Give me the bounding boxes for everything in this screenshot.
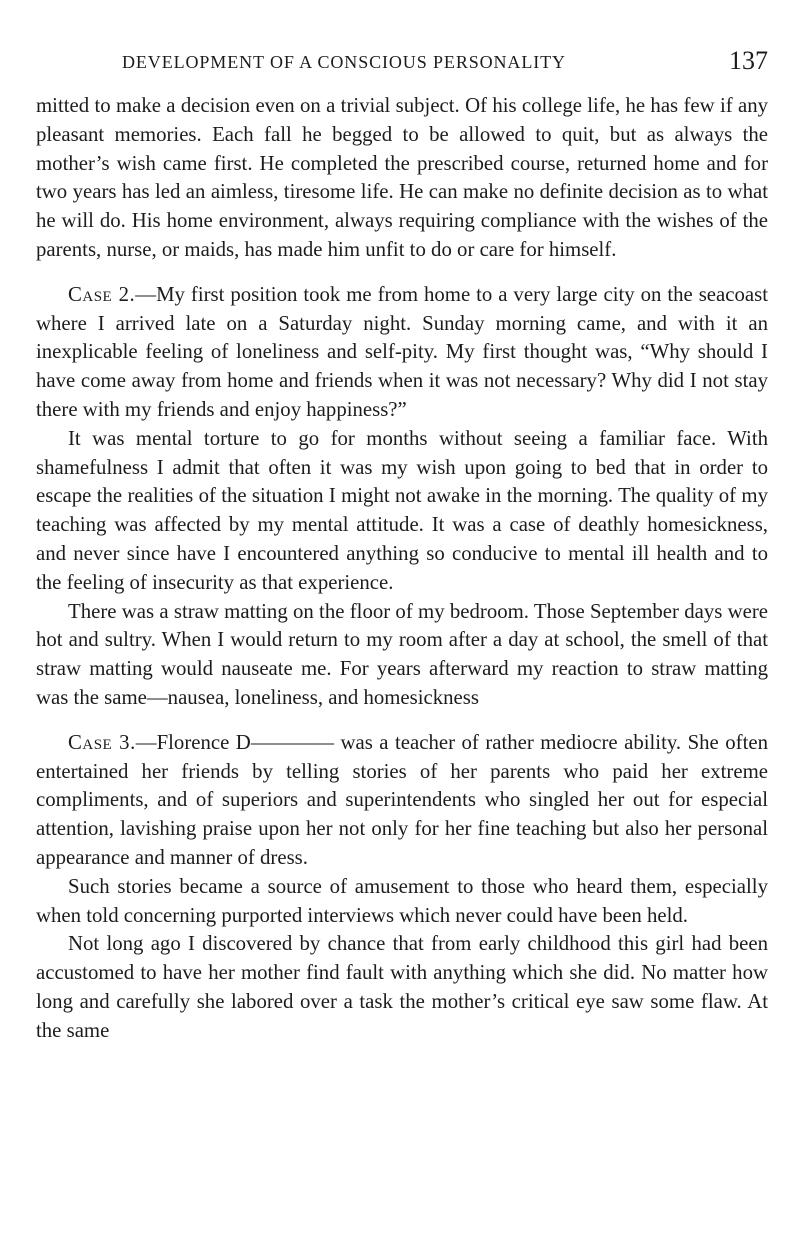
paragraph-continuation: mitted to make a decision even on a trivial subject. Of his college life, he has few if any pleasant memories. Each fall he begged to be allowed to quit, but as always the mother’s wish came first. He completed the prescribed course, returned home and for two years has led an aimless, tiresome life. He can make no definite decision as to what he will do. His home environment, always requiring compliance with the wishes of the parents, nurse, or maids, has made him unfit to do or care for himself. bbox=[36, 94, 768, 261]
running-head bbox=[36, 48, 768, 86]
case-3-text: —Florence D———— was a teacher of rather mediocre ability. She often entertained her friends by telling stories of her parents who paid her extreme compliments, and of superiors and superintendents who singled her out for especial attention, lavishing praise upon her not only for her fine teaching but also her personal appearance and manner of dress. bbox=[36, 730, 768, 869]
case-3-label: Case 3. bbox=[68, 730, 136, 754]
paragraph-not-long-ago: Not long ago I discovered by chance that from early childhood this girl had been accustomed to have her mother find fault with anything which she did. No matter how long and carefully she labored over a task the mother’s critical eye saw some flaw. At the same bbox=[36, 932, 768, 1042]
paragraph-straw-matting: There was a straw matting on the floor of my bedroom. Those September days were hot and sultry. When I would return to my room after a day at school, the smell of that straw matting would nauseate me. For years afterward my reaction to straw matting was the same—nausea, loneliness, and homesickness bbox=[36, 599, 768, 709]
book-page bbox=[36, 48, 768, 1046]
case-2-label: Case 2. bbox=[68, 282, 136, 306]
page-number: 137 bbox=[729, 46, 768, 75]
paragraph-case-3 bbox=[36, 729, 768, 873]
paragraph-mental-torture: It was mental torture to go for months without seeing a familiar face. With shamefulness I admit that often it was my wish upon going to bed that in order to escape the realities of the situation I might not awake in the morning. The quality of my teaching was affected by my mental attitude. It was a case of deathly homesickness, and never since have I encountered anything so conducive to mental ill health and to the feeling of insecurity as that experience. bbox=[36, 426, 768, 594]
paragraph-case-2 bbox=[36, 281, 768, 425]
paragraph-such-stories: Such stories became a source of amusement to those who heard them, especially when told concerning purported interviews which never could have been held. bbox=[36, 874, 768, 927]
case-2-text: —My first position took me from home to a very large city on the seacoast where I arrived late on a Saturday night. Sunday morning came, and with it an inexplicable feeling of loneliness and self-pity. My first thought was, “Why should I have come away from home and friends when it was not necessary? Why did I not stay there with my friends and enjoy happiness?” bbox=[36, 282, 768, 421]
running-title: DEVELOPMENT OF A CONSCIOUS PERSONALITY bbox=[122, 52, 566, 72]
